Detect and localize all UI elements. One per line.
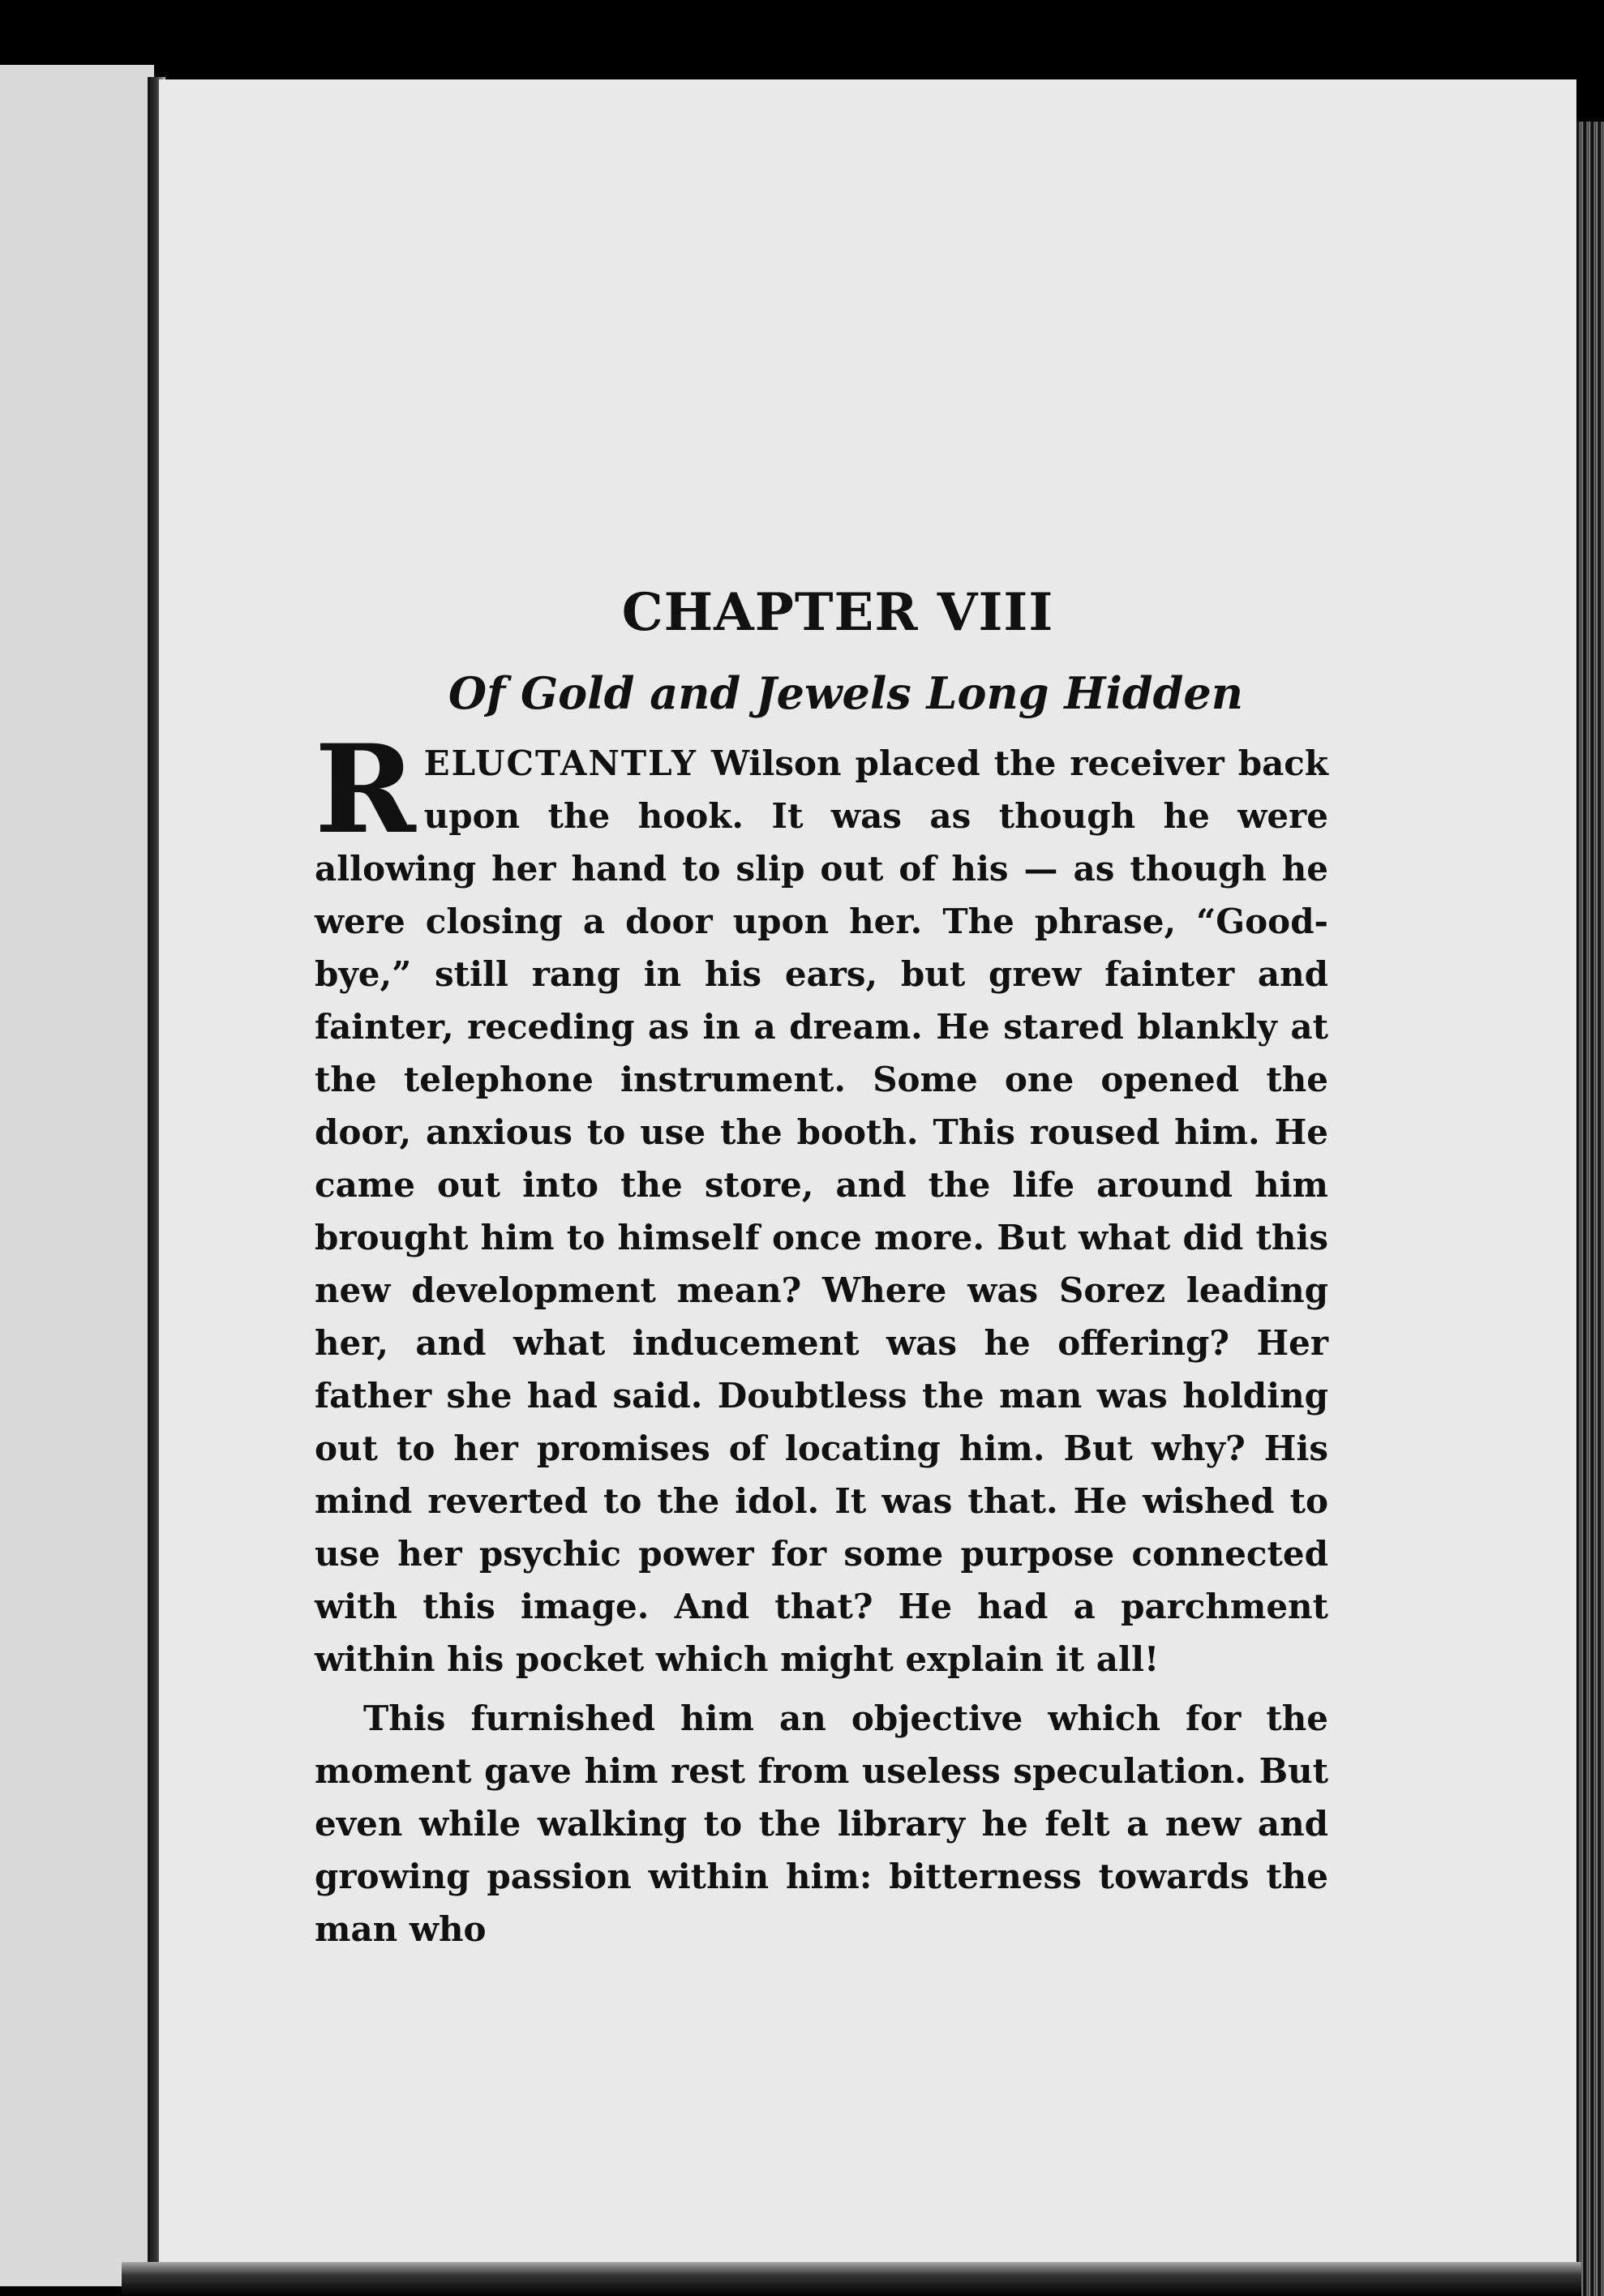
paragraph-1 xyxy=(315,718,1328,1686)
paragraph-2-text: This furnished him an objective which for the moment gave him rest from useless speculation. But even while walking to the library he felt a new and growing passion within him: bitterness towards the man who xyxy=(315,1698,1328,1949)
chapter-title: CHAPTER VIII xyxy=(621,582,1054,643)
paragraph-2 xyxy=(315,1692,1328,1955)
bottom-page-edge xyxy=(122,2262,1581,2296)
left-page-edge xyxy=(0,65,154,2286)
page-content xyxy=(315,582,1328,1955)
drop-cap: R xyxy=(315,718,416,861)
paragraph-1-text: Wilson placed the receiver back upon the hook. It was as though he were allowing her hand to slip out of his — as though he were closing a door upon her. The phrase, “Good-bye,” still rang in his ears, but grew fainter and fainter, receding as in a dream. He stared blankly at the telephone instrument. Some one opened the door, anxious to use the booth. This roused him. He came out into the store, and the life around him brought him to himself once more. But what did this new development mean? Where was Sorez leading her, and what inducement was he offering? Her father she had said. Doubtless the man was holding out to her promises of locating him. But why? His mind reverted to the idol. It was that. He wished to use her psychic power for some purpose connected with this image. And that? He had a parchment within his pocket which might explain it all! xyxy=(315,743,1328,1679)
chapter-subtitle: Of Gold and Jewels Long Hidden xyxy=(448,667,1243,719)
page-stack-edge xyxy=(1576,122,1604,2296)
lead-word: ELUCTANTLY xyxy=(423,743,697,783)
